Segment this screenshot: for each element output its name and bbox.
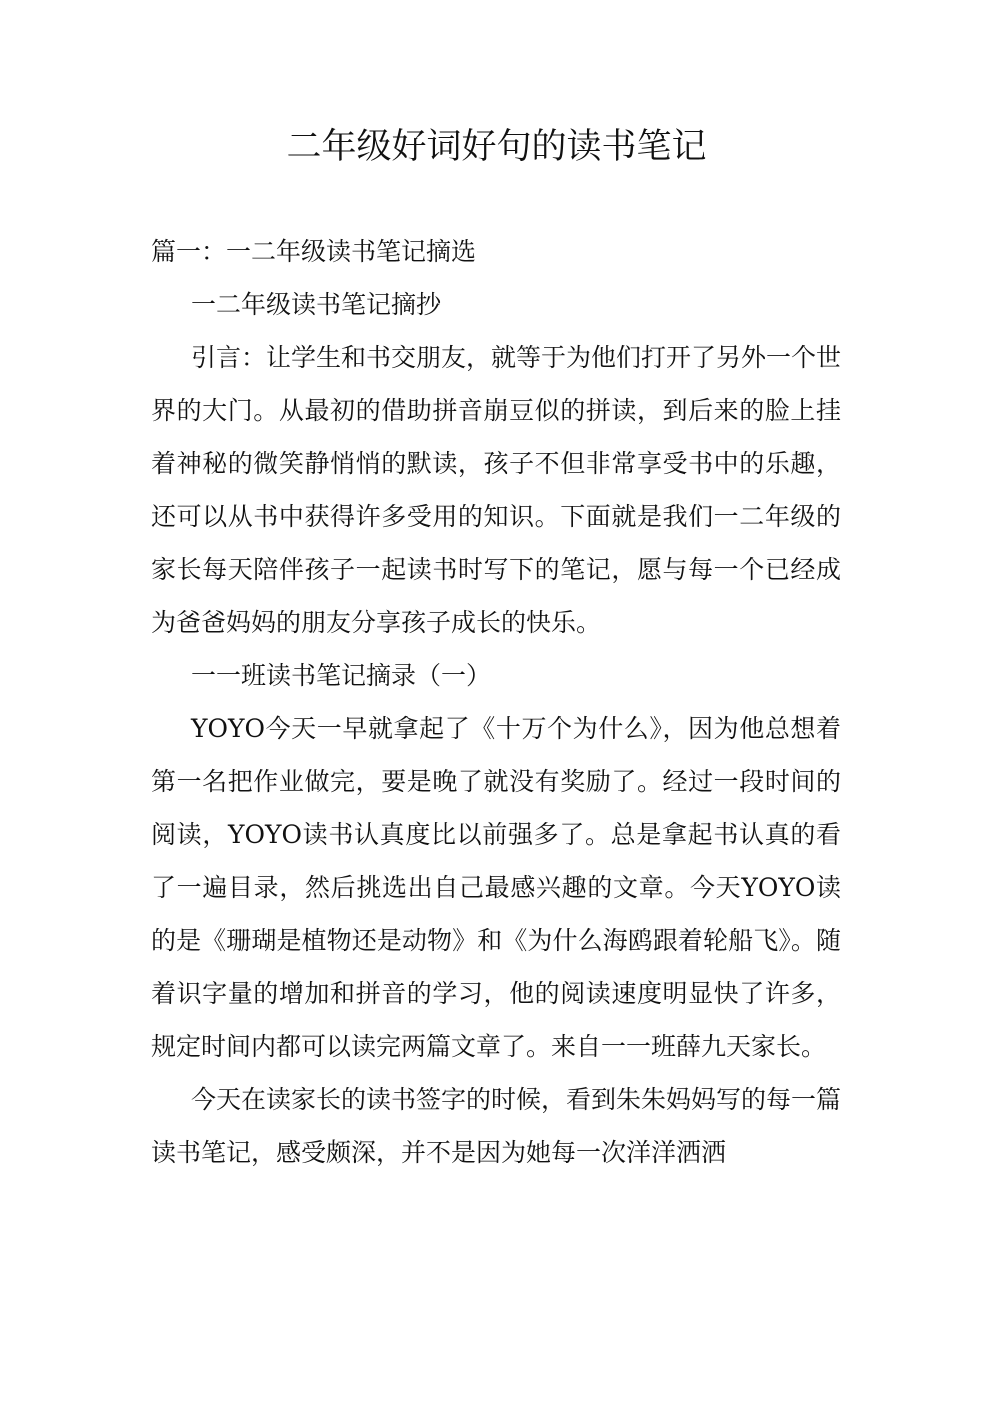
subheading: 一二年级读书笔记摘抄	[191, 290, 442, 319]
class-heading: 一一班读书笔记摘录（一）	[191, 661, 492, 690]
section-heading: 篇一：一二年级读书笔记摘选	[151, 237, 477, 266]
yoyo-paragraph: YOYO今天一早就拿起了《十万个为什么》，因为他总想着第一名把作业做完，要是晚了就没有奖励了。经过一段时间的阅读，YOYO读书认真度比以前强多了。总是拿起书认真的看了一遍目录，然后挑选出自己最感兴趣的文章。今天YOYO读的是《珊瑚是植物还是动物》和《为什么海鸥跟着轮船飞》。随着识字量的增加和拼音的学习，他的阅读速度明显快了许多，规定时间内都可以读完两篇文章了。来自一一班薛九天家长。	[151, 714, 841, 1061]
today-paragraph: 今天在读家长的读书签字的时候，看到朱朱妈妈写的每一篇读书笔记，感受颇深，并不是因为她每一次洋洋洒洒	[151, 1085, 842, 1167]
document-body	[151, 225, 841, 1179]
document-title: 二年级好词好句的读书笔记	[286, 127, 707, 167]
intro-paragraph: 引言：让学生和书交朋友，就等于为他们打开了另外一个世界的大门。从最初的借助拼音崩豆似的拼读，到后来的脸上挂着神秘的微笑静悄悄的默读，孩子不但非常享受书中的乐趣，还可以从书中获得许多受用的知识。下面就是我们一二年级的家长每天陪伴孩子一起读书时写下的笔记，愿与每一个已经成为爸爸妈妈的朋友分享孩子成长的快乐。	[151, 343, 842, 637]
